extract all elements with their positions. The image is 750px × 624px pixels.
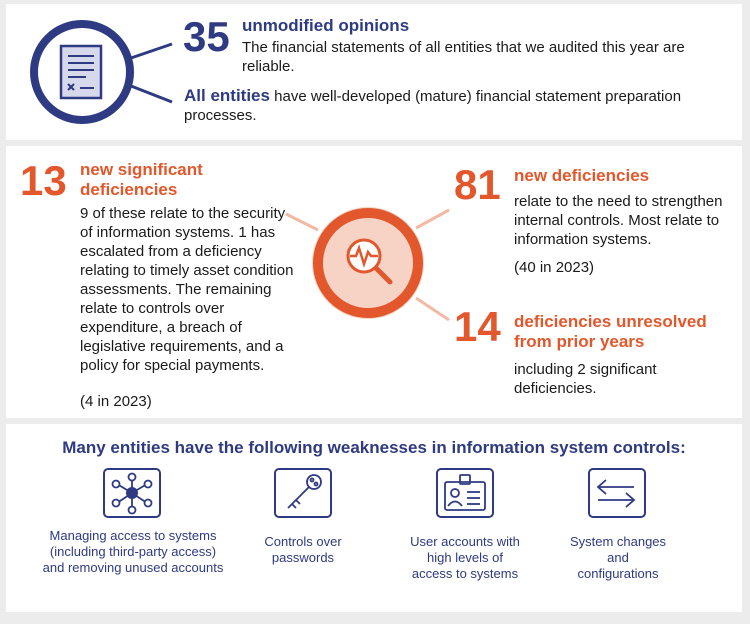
access-label: Managing access to systems (including third-party access) and removing unused accounts xyxy=(42,528,224,575)
new-deficiencies-heading: new deficiencies xyxy=(514,166,650,185)
mature-statement xyxy=(184,86,724,125)
unresolved-heading: deficiencies unresolved from prior years xyxy=(514,312,707,351)
new-deficiencies-text: relate to the need to strengthen internal controls. Most relate to information systems. xyxy=(514,193,723,248)
key-icon xyxy=(276,470,330,516)
opinion-count: 35 xyxy=(183,13,230,60)
passwords-label: Controls over passwords xyxy=(264,534,342,565)
unresolved-text: including 2 significant deficiencies. xyxy=(514,361,657,397)
significant-heading: new significant deficiencies xyxy=(80,160,203,199)
document-icon xyxy=(6,4,186,140)
passwords-tile xyxy=(274,468,332,518)
unresolved-count: 14 xyxy=(454,303,501,350)
significant-text: 9 of these relate to the security of information systems. 1 has escalated from a deficiency relating to timely asset condition assessments. The remaining relate to controls over expenditure, a breach of legislative requirements, and a policy for special payments. xyxy=(80,205,294,374)
new-deficiencies-count: 81 xyxy=(454,161,501,208)
changes-tile xyxy=(588,468,646,518)
opinion-heading: unmodified opinions xyxy=(242,16,410,35)
weaknesses-panel xyxy=(6,424,742,612)
accounts-label: User accounts with high levels of access to systems xyxy=(410,534,520,581)
access-tile xyxy=(103,468,161,518)
mature-bold: All entities xyxy=(184,86,270,105)
accounts-tile xyxy=(436,468,494,518)
significant-count: 13 xyxy=(20,157,67,204)
arrows-exchange-icon xyxy=(590,470,644,516)
audit-opinions-panel xyxy=(6,4,742,140)
new-deficiencies-prior: (40 in 2023) xyxy=(514,259,595,276)
network-icon xyxy=(105,470,159,516)
magnifier-icon xyxy=(284,186,454,366)
changes-label: System changes and configurations xyxy=(569,534,667,581)
mature-text: have well-developed (mature) financial statement preparation processes. xyxy=(184,88,682,124)
weaknesses-title: Many entities have the following weaknesses in information system controls: xyxy=(62,438,686,457)
id-card-icon xyxy=(438,470,492,516)
opinion-text: The financial statements of all entities that we audited this year are reliable. xyxy=(242,39,685,75)
significant-prior: (4 in 2023) xyxy=(80,393,152,410)
deficiencies-panel xyxy=(6,146,742,418)
